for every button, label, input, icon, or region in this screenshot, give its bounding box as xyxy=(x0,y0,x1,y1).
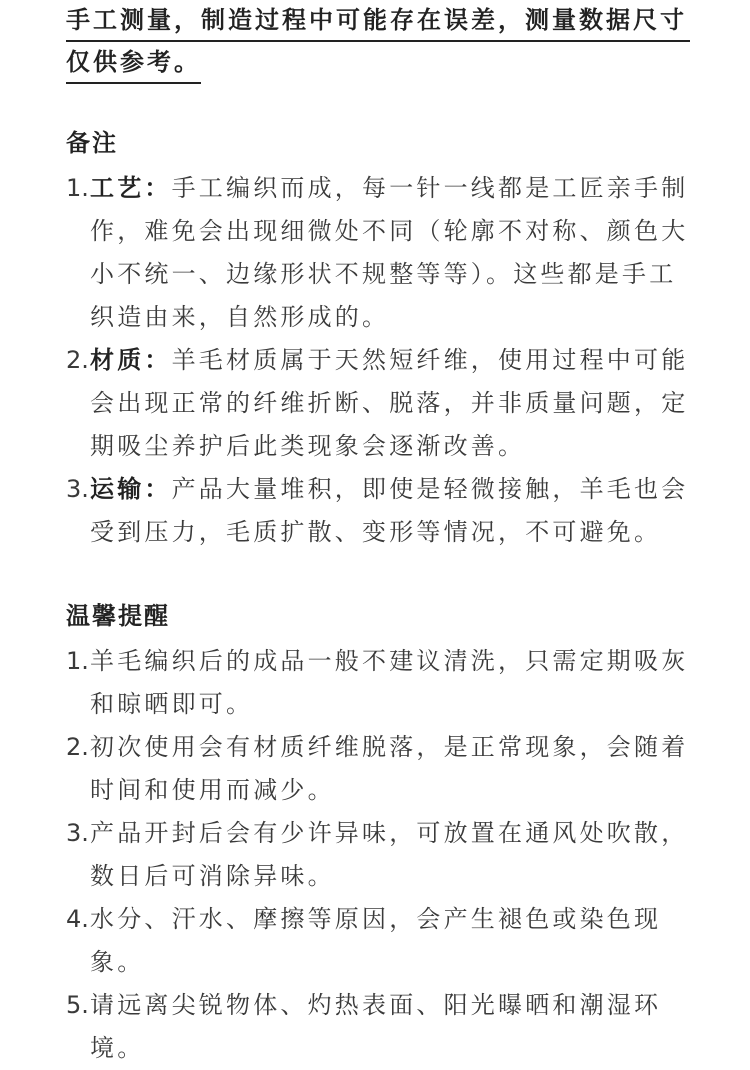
item-number: 4. xyxy=(66,905,89,933)
item-number: 1. xyxy=(66,647,89,675)
item-number: 2. xyxy=(66,733,89,761)
remarks-item-shipping xyxy=(66,468,690,554)
notice-line-2: 仅供参考。 xyxy=(66,42,201,84)
item-text: 请远离尖锐物体、灼热表面、阳光曝晒和潮湿环境。 xyxy=(90,991,662,1062)
tips-heading: 温馨提醒 xyxy=(66,602,170,630)
item-number: 2. xyxy=(66,346,89,374)
item-text: 羊毛材质属于天然短纤维，使用过程中可能会出现正常的纤维折断、脱落，并非质量问题，定期吸尘养护后此类现象会逐渐改善。 xyxy=(90,346,689,460)
tips-item xyxy=(66,640,690,726)
item-text: 手工编织而成，每一针一线都是工匠亲手制作，难免会出现细微处不同（轮廓不对称、颜色大小不统一、边缘形状不规整等等）。这些都是手工织造由来，自然形成的。 xyxy=(90,174,689,331)
remarks-section xyxy=(66,127,690,554)
remarks-item-craft xyxy=(66,167,690,339)
item-number: 1. xyxy=(66,174,89,202)
item-text: 羊毛编织后的成品一般不建议清洗，只需定期吸灰和晾晒即可。 xyxy=(90,647,689,718)
item-text: 产品大量堆积，即使是轻微接触，羊毛也会受到压力，毛质扩散、变形等情况，不可避免。 xyxy=(90,475,689,546)
item-text: 水分、汗水、摩擦等原因，会产生褪色或染色现象。 xyxy=(90,905,662,976)
tips-item xyxy=(66,898,690,984)
item-label: 工艺： xyxy=(90,174,172,202)
item-text: 产品开封后会有少许异味，可放置在通风处吹散，数日后可消除异味。 xyxy=(90,819,689,890)
item-number: 5. xyxy=(66,991,89,1019)
item-label: 运输： xyxy=(90,475,172,503)
remarks-item-material xyxy=(66,339,690,468)
tips-item xyxy=(66,726,690,812)
item-number: 3. xyxy=(66,475,89,503)
item-label: 材质： xyxy=(90,346,172,374)
item-number: 3. xyxy=(66,819,89,847)
item-text: 初次使用会有材质纤维脱落，是正常现象，会随着时间和使用而减少。 xyxy=(90,733,689,804)
measurement-notice xyxy=(66,0,690,84)
tips-item xyxy=(66,984,690,1070)
notice-line-1: 手工测量，制造过程中可能存在误差，测量数据尺寸 xyxy=(66,0,690,42)
tips-item xyxy=(66,812,690,898)
tips-section xyxy=(66,600,690,1070)
remarks-heading: 备注 xyxy=(66,129,118,157)
